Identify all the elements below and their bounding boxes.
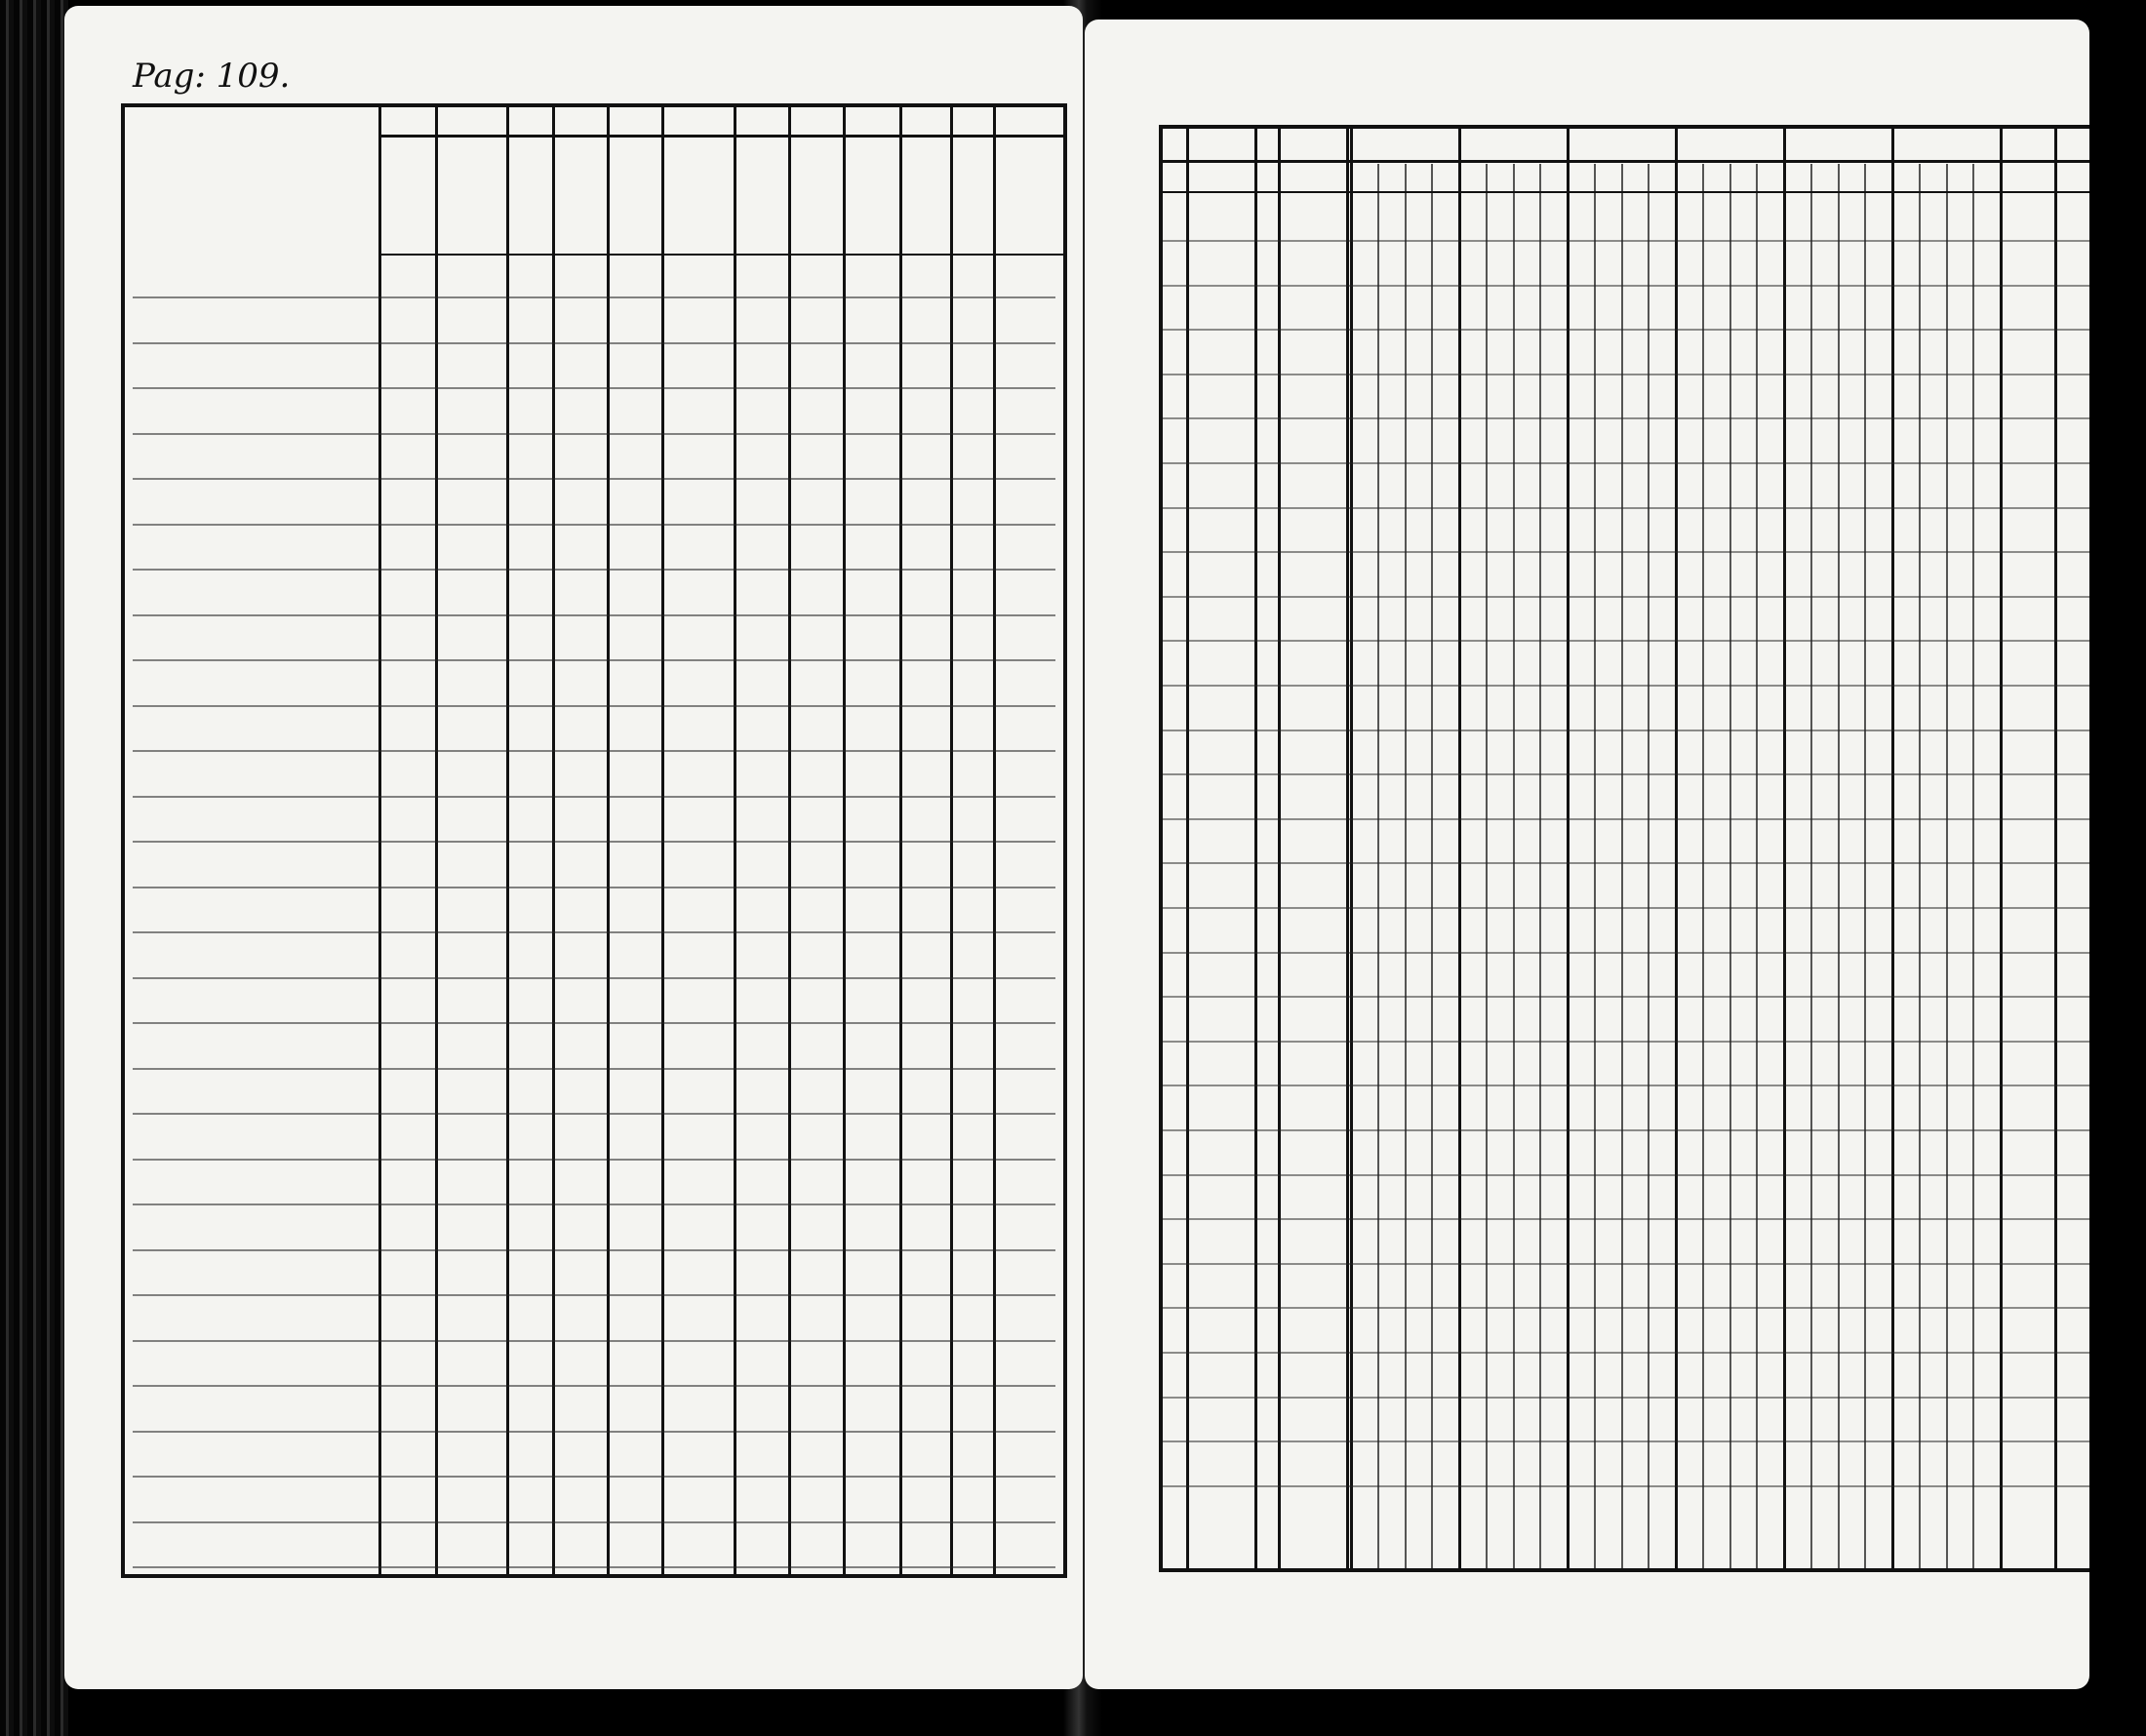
- row-rule: [133, 1022, 1055, 1024]
- row-rule: [1163, 640, 2089, 642]
- row-rule: [1163, 462, 2089, 464]
- row-rule: [133, 1203, 1055, 1205]
- row-rule: [1163, 1085, 2089, 1086]
- row-rule: [133, 1385, 1055, 1387]
- page-number: Pag: 109.: [133, 57, 291, 96]
- row-rule: [1163, 773, 2089, 775]
- row-rule: [133, 977, 1055, 979]
- row-rule: [133, 1340, 1055, 1342]
- row-rule: [1163, 1397, 2089, 1399]
- row-rule: [1163, 1485, 2089, 1487]
- row-rule: [1163, 952, 2089, 954]
- row-rule: [1163, 417, 2089, 419]
- row-rule: [1163, 1352, 2089, 1354]
- left-table-frame: [121, 103, 1067, 1578]
- row-rule: [133, 524, 1055, 526]
- header-rule: [378, 135, 1063, 138]
- row-rule: [1163, 818, 2089, 820]
- row-rule: [133, 342, 1055, 344]
- row-rule: [1163, 1174, 2089, 1176]
- row-rule: [133, 1521, 1055, 1523]
- row-rule: [133, 796, 1055, 798]
- row-rule: [133, 1159, 1055, 1161]
- row-rule: [133, 1294, 1055, 1296]
- row-rule: [1163, 1307, 2089, 1309]
- book-spine-left: [0, 0, 68, 1736]
- left-page: [64, 6, 1083, 1689]
- row-rule: [1163, 1263, 2089, 1265]
- row-rule: [1163, 1129, 2089, 1131]
- row-rule: [133, 1431, 1055, 1433]
- row-rule: [1163, 596, 2089, 598]
- row-rule: [1163, 1440, 2089, 1442]
- row-rule: [133, 887, 1055, 888]
- header-bottom-rule: [378, 254, 1063, 256]
- row-rule: [133, 841, 1055, 843]
- row-rule: [133, 705, 1055, 707]
- row-rule: [1163, 685, 2089, 687]
- row-rule: [1163, 240, 2089, 242]
- row-rule: [133, 478, 1055, 480]
- right-page: [1085, 20, 2089, 1689]
- row-rule: [1163, 996, 2089, 998]
- row-rule: [133, 1476, 1055, 1478]
- row-rule: [133, 931, 1055, 933]
- row-rule: [1163, 862, 2089, 864]
- header-rule: [1163, 160, 2089, 163]
- right-table-frame: [1159, 125, 2089, 1572]
- row-rule: [1163, 730, 2089, 731]
- row-rule: [1163, 1218, 2089, 1220]
- row-rule: [1163, 507, 2089, 509]
- row-rule: [133, 659, 1055, 661]
- row-rule: [1163, 285, 2089, 287]
- row-rule: [133, 433, 1055, 435]
- row-rule: [133, 387, 1055, 389]
- row-rule: [133, 1068, 1055, 1070]
- row-rule: [1163, 329, 2089, 331]
- row-rule: [133, 1113, 1055, 1115]
- row-rule: [133, 1566, 1055, 1568]
- row-rule: [1163, 551, 2089, 553]
- header-bottom-rule: [1163, 191, 2089, 193]
- row-rule: [1163, 907, 2089, 909]
- row-rule: [133, 569, 1055, 571]
- row-rule: [133, 750, 1055, 752]
- row-rule: [133, 1249, 1055, 1251]
- row-rule: [1163, 374, 2089, 375]
- row-rule: [133, 296, 1055, 298]
- row-rule: [133, 614, 1055, 616]
- row-rule: [1163, 1041, 2089, 1043]
